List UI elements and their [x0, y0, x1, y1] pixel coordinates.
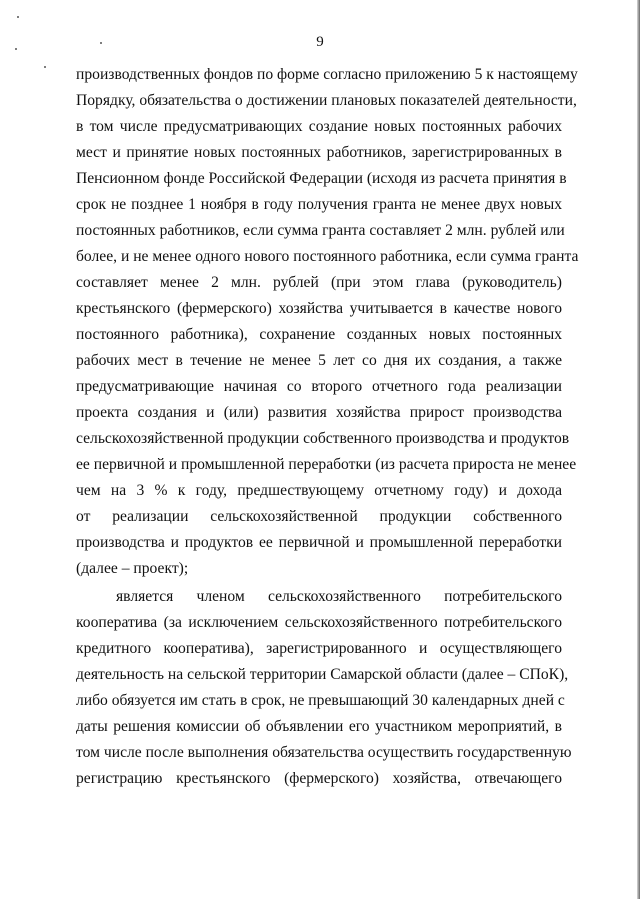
paragraph-1 — [76, 62, 579, 582]
text-line: кооператива (за исключением сельскохозяйственного потребительского — [76, 614, 562, 631]
text-line: мест и принятие новых постоянных работников, зарегистрированных в — [76, 144, 562, 161]
text-line: даты решения комиссии об объявлении его участником мероприятий, в — [76, 718, 562, 735]
text-line: крестьянского (фермерского) хозяйства учитывается в качестве нового — [76, 300, 562, 317]
text-line: Порядку, обязательства о достижении плановых показателей деятельности, — [76, 92, 577, 109]
text-line: (далее – проект); — [76, 560, 189, 577]
text-line: является членом сельскохозяйственного потребительского — [116, 588, 562, 605]
text-line: рабочих мест в течение не менее 5 лет со дня их создания, а также — [76, 352, 562, 369]
text-line: от реализации сельскохозяйственной продукции собственного — [76, 508, 562, 525]
text-line: проекта создания и (или) развития хозяйства прирост производства — [76, 404, 562, 421]
text-line: кредитного кооператива), зарегистрированного и осуществляющего — [76, 640, 562, 657]
text-line: сельскохозяйственной продукции собственного производства и продуктов — [76, 430, 570, 447]
text-line: деятельность на сельской территории Самарской области (далее – СПоК), — [76, 666, 569, 683]
scan-artifact-dot — [17, 16, 19, 18]
scan-artifact-dot — [44, 66, 46, 68]
page-number: 9 — [316, 34, 324, 50]
text-line: предусматривающие начиная со второго отчетного года реализации — [76, 378, 562, 395]
text-line: Пенсионном фонде Российской Федерации (исходя из расчета принятия в — [76, 170, 567, 187]
text-line: постоянного работника), сохранение созданных новых постоянных — [76, 326, 562, 343]
text-line: чем на 3 % к году, предшествующему отчетному году) и дохода — [76, 482, 562, 499]
text-line: в том числе предусматривающих создание новых постоянных рабочих — [76, 118, 562, 135]
paragraph-2 — [76, 584, 572, 792]
text-line: регистрацию крестьянского (фермерского) хозяйства, отвечающего — [76, 770, 562, 787]
text-line: более, и не менее одного нового постоянного работника, если сумма гранта — [76, 248, 579, 265]
text-line: ее первичной и промышленной переработки (из расчета прироста не менее — [76, 456, 577, 473]
text-line: срок не позднее 1 ноября в году получения гранта не менее двух новых — [76, 196, 562, 213]
text-line: постоянных работников, если сумма гранта составляет 2 млн. рублей или — [76, 222, 565, 239]
text-line: производственных фондов по форме согласно приложению 5 к настоящему — [76, 66, 578, 83]
text-line: составляет менее 2 млн. рублей (при этом глава (руководитель) — [76, 274, 562, 291]
text-line: том числе после выполнения обязательства осуществить государственную — [76, 744, 572, 761]
text-line: либо обязуется им стать в срок, не превышающий 30 календарных дней с — [76, 692, 565, 709]
text-line: производства и продуктов ее первичной и промышленной переработки — [76, 534, 562, 551]
